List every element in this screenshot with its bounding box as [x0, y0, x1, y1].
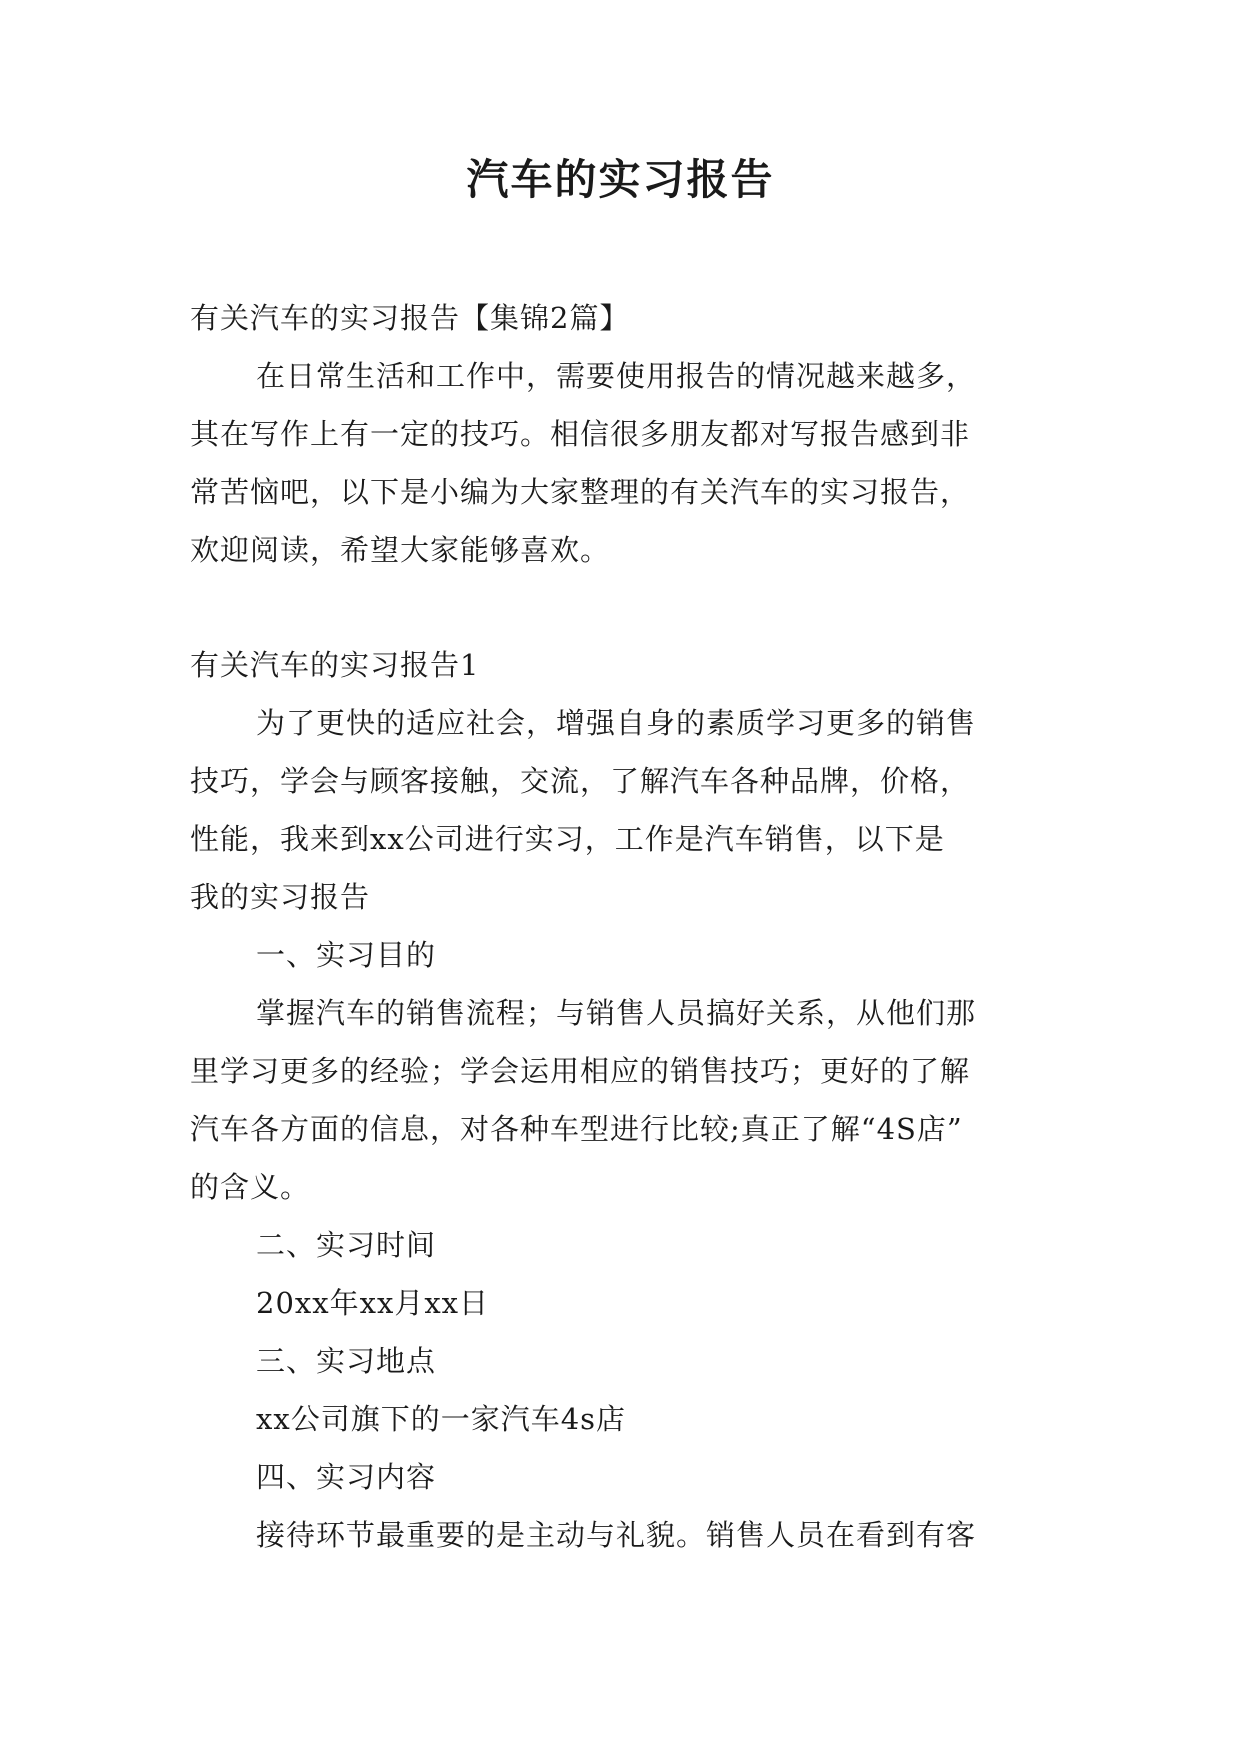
paragraph-line: 常苦恼吧，以下是小编为大家整理的有关汽车的实习报告，: [190, 475, 971, 509]
subsection-heading: 一、实习目的: [256, 938, 437, 972]
paragraph-line: 性能，我来到xx公司进行实习，工作是汽车销售，以下是: [190, 822, 945, 856]
subtitle-line: 有关汽车的实习报告【集锦2篇】: [190, 301, 630, 335]
paragraph-line: 里学习更多的经验；学会运用相应的销售技巧；更好的了解: [190, 1054, 971, 1088]
paragraph-line: 20xx年xx月xx日: [256, 1286, 490, 1320]
paragraph-line: 的含义。: [190, 1170, 311, 1204]
paragraph-line: 接待环节最重要的是主动与礼貌。销售人员在看到有客: [256, 1518, 977, 1552]
paragraph-line: 为了更快的适应社会，增强自身的素质学习更多的销售: [256, 706, 977, 740]
subsection-heading: 二、实习时间: [256, 1228, 437, 1262]
paragraph-line: 欢迎阅读，希望大家能够喜欢。: [190, 533, 611, 567]
paragraph-line: 在日常生活和工作中，需要使用报告的情况越来越多，: [256, 359, 977, 393]
subsection-heading: 三、实习地点: [256, 1344, 437, 1378]
paragraph-line: 我的实习报告: [190, 880, 371, 914]
paragraph-line: xx公司旗下的一家汽车4s店: [256, 1402, 627, 1436]
paragraph-line: 汽车各方面的信息，对各种车型进行比较;真正了解“4S店”: [190, 1112, 963, 1146]
section-heading: 有关汽车的实习报告1: [190, 648, 480, 682]
subsection-heading: 四、实习内容: [256, 1460, 437, 1494]
document-title: 汽车的实习报告: [466, 155, 775, 204]
paragraph-line: 其在写作上有一定的技巧。相信很多朋友都对写报告感到非: [190, 417, 971, 451]
paragraph-line: 技巧，学会与顾客接触，交流，了解汽车各种品牌，价格，: [190, 764, 971, 798]
paragraph-line: 掌握汽车的销售流程；与销售人员搞好关系，从他们那: [256, 996, 977, 1030]
